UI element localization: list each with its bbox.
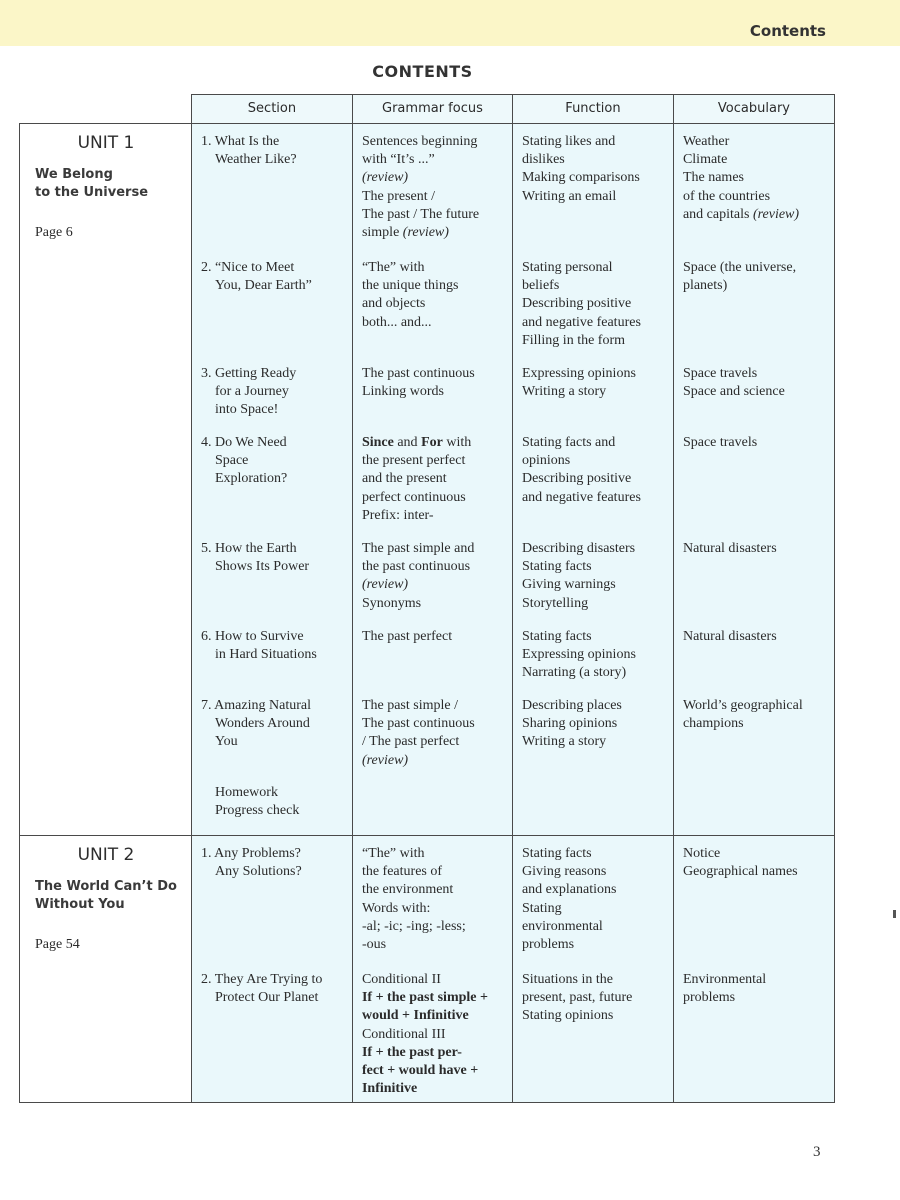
grammar-cell: [352, 124, 512, 836]
grammar-text: The past simple /: [361, 698, 458, 713]
unit-page-link[interactable]: Page 6: [35, 225, 73, 241]
lesson-vocabulary: [674, 962, 834, 1102]
grammar-text: the unique things: [361, 278, 459, 294]
lesson-vocabulary: [674, 688, 834, 775]
page-title: CONTENTS: [372, 62, 473, 81]
lesson-function: [513, 836, 673, 962]
grammar-text: simple: [361, 225, 403, 241]
lesson-vocabulary: [674, 775, 834, 835]
lesson-function: [513, 124, 673, 250]
function-item: and explanations: [521, 882, 617, 898]
function-item: problems: [521, 937, 575, 953]
grammar-text: If + the past per-: [361, 1044, 462, 1060]
lesson-function: [513, 688, 673, 775]
unit-subtitle-line: The World Can’t Do: [35, 879, 177, 895]
section-title-line[interactable]: 7. Amazing Natural: [200, 698, 311, 713]
grammar-text: and: [393, 435, 422, 450]
grammar-text: “The” with: [361, 260, 425, 275]
grammar-line: [362, 1026, 512, 1044]
grammar-text: “The” with: [361, 846, 425, 861]
grammar-text: Since: [361, 435, 394, 450]
function-item: Making comparisons: [521, 170, 640, 186]
grammar-line: [362, 576, 512, 594]
lesson-function: [513, 775, 673, 835]
vocabulary-text: (review): [752, 206, 800, 222]
vocabulary-line: [683, 863, 834, 881]
lesson-section: [192, 836, 352, 962]
grammar-text: both... and...: [361, 314, 432, 330]
grammar-text: The present /: [361, 188, 436, 204]
unit-subtitle-line: Without You: [35, 897, 125, 913]
vocabulary-text: Space (the universe,: [682, 260, 797, 275]
grammar-text: the present perfect: [361, 453, 466, 469]
lesson-grammar: [353, 425, 512, 531]
grammar-text: would + Infinitive: [361, 1008, 469, 1024]
vocabulary-text: Geographical names: [682, 864, 798, 880]
unit-subtitle: [35, 166, 177, 202]
unit-subtitle: [35, 878, 177, 914]
grammar-line: [362, 314, 512, 332]
grammar-line: [362, 540, 512, 558]
grammar-text: and objects: [361, 296, 426, 312]
vocabulary-text: of the countries: [682, 188, 771, 204]
grammar-line: [362, 295, 512, 313]
function-cell: [512, 836, 673, 1103]
vocabulary-line: [683, 697, 834, 715]
function-item: Describing places: [521, 698, 622, 713]
vocabulary-line: [683, 151, 834, 169]
grammar-text: fect + would have +: [361, 1063, 479, 1079]
lesson-grammar: [353, 836, 512, 962]
function-item: Writing a story: [521, 384, 607, 400]
grammar-line: [362, 752, 512, 770]
unit-cell: [20, 836, 192, 1103]
function-item: opinions: [521, 453, 571, 469]
grammar-line: [362, 259, 512, 277]
grammar-text: / The past perfect: [361, 734, 460, 750]
section-title-line[interactable]: Any Solutions?: [214, 864, 302, 880]
lesson-grammar: [353, 531, 512, 619]
lesson-vocabulary: [674, 619, 834, 688]
grammar-text: -ous: [361, 937, 387, 953]
grammar-text: The past perfect: [361, 629, 453, 644]
column-header-section: Section: [191, 95, 352, 124]
vocabulary-line: [683, 365, 834, 383]
lesson-vocabulary: [674, 250, 834, 356]
grammar-line: [362, 206, 512, 224]
grammar-line: [362, 733, 512, 751]
vocabulary-line: [683, 971, 834, 989]
section-title-line[interactable]: Homework: [214, 785, 278, 800]
vocabulary-line: [683, 133, 834, 151]
grammar-text: with “It’s ...”: [361, 152, 435, 168]
vocabulary-line: [683, 206, 834, 224]
vocabulary-line: [683, 845, 834, 863]
function-item: and negative features: [521, 314, 641, 330]
section-title-line[interactable]: 6. How to Survive: [200, 629, 304, 644]
function-item: Situations in the: [521, 972, 613, 987]
grammar-line: [362, 715, 512, 733]
lesson-function: [513, 356, 673, 425]
function-item: Storytelling: [521, 595, 589, 611]
vocabulary-text: Notice: [682, 846, 721, 861]
section-title-line[interactable]: 2. “Nice to Meet: [200, 260, 295, 275]
grammar-line: [362, 169, 512, 187]
grammar-text: perfect continuous: [361, 489, 466, 505]
grammar-text: the past continuous: [361, 559, 471, 575]
grammar-text: Infinitive: [361, 1081, 418, 1097]
grammar-line: [362, 133, 512, 151]
vocabulary-text: and capitals: [682, 206, 753, 222]
function-item: Giving reasons: [521, 864, 607, 880]
lesson-section: [192, 250, 352, 356]
lesson-function: [513, 250, 673, 356]
lesson-function: [513, 531, 673, 619]
grammar-line: [362, 558, 512, 576]
grammar-text: (review): [361, 170, 409, 186]
edge-mark: [893, 910, 896, 918]
function-item: Stating facts: [521, 559, 592, 575]
grammar-line: [362, 383, 512, 401]
vocabulary-line: [683, 383, 834, 401]
lesson-grammar: [353, 688, 512, 775]
function-item: beliefs: [521, 278, 560, 294]
grammar-text: The past continuous: [361, 366, 475, 381]
section-title-line[interactable]: into Space!: [214, 402, 279, 418]
section-title-line[interactable]: 1. What Is the: [200, 134, 280, 149]
grammar-text: (review): [361, 752, 409, 768]
section-title-line[interactable]: in Hard Situations: [214, 647, 317, 663]
column-header-function: Function: [512, 95, 673, 124]
function-item: and negative features: [521, 489, 641, 505]
grammar-text: and the present: [361, 471, 447, 487]
grammar-line: [362, 936, 512, 954]
lesson-grammar: [353, 619, 512, 688]
grammar-line: [362, 277, 512, 295]
section-title-line[interactable]: You: [214, 734, 238, 750]
grammar-text: Conditional II: [361, 972, 441, 987]
function-item: Narrating (a story): [521, 665, 627, 681]
unit-title: UNIT 1: [77, 133, 135, 153]
lesson-section: [192, 775, 352, 835]
function-item: Stating facts: [521, 846, 592, 861]
lesson-vocabulary: [674, 836, 834, 962]
vocabulary-line: [683, 434, 834, 452]
vocabulary-line: [683, 540, 834, 558]
grammar-text: the environment: [361, 882, 454, 898]
grammar-line: [362, 224, 512, 242]
lesson-vocabulary: [674, 124, 834, 250]
lesson-section: [192, 356, 352, 425]
grammar-line: [362, 845, 512, 863]
unit-row: [20, 836, 835, 1103]
lesson-grammar: [353, 124, 512, 250]
function-item: Expressing opinions: [521, 647, 636, 663]
section-title-line[interactable]: for a Journey: [214, 384, 289, 400]
vocabulary-line: [683, 989, 834, 1007]
grammar-text: the features of: [361, 864, 443, 880]
vocabulary-text: Space and science: [682, 384, 785, 400]
vocabulary-text: Natural disasters: [682, 629, 777, 644]
section-title-line[interactable]: Exploration?: [214, 471, 288, 487]
grammar-text: Linking words: [361, 384, 445, 400]
grammar-line: [362, 989, 512, 1007]
unit-info: [20, 836, 191, 954]
grammar-text: (review): [402, 225, 449, 241]
vocabulary-text: champions: [682, 716, 744, 732]
lesson-vocabulary: [674, 356, 834, 425]
function-item: dislikes: [521, 152, 565, 168]
grammar-line: [362, 595, 512, 613]
vocabulary-text: Environmental: [682, 972, 767, 987]
grammar-line: [362, 489, 512, 507]
lesson-grammar: [353, 250, 512, 356]
section-title-line[interactable]: You, Dear Earth”: [214, 278, 312, 294]
grammar-line: [362, 452, 512, 470]
function-item: Stating facts: [521, 629, 592, 644]
column-header-vocabulary: Vocabulary: [673, 95, 834, 124]
function-item: Stating opinions: [521, 1008, 614, 1024]
grammar-line: [362, 1080, 512, 1098]
grammar-line: [362, 1044, 512, 1062]
grammar-line: [362, 1062, 512, 1080]
contents-table: [19, 94, 835, 1103]
grammar-text: Prefix: inter-: [361, 507, 434, 523]
grammar-text: -al; -ic; -ing; -less;: [361, 918, 466, 934]
vocabulary-text: Climate: [682, 152, 728, 168]
section-title-line[interactable]: Wonders Around: [214, 716, 310, 732]
function-item: Writing an email: [521, 188, 617, 204]
function-item: Stating: [521, 900, 562, 916]
vocabulary-line: [683, 628, 834, 646]
grammar-line: [362, 188, 512, 206]
vocabulary-text: World’s geographical: [682, 698, 803, 713]
unit-subtitle-line: We Belong: [35, 167, 113, 183]
vocabulary-text: The names: [682, 170, 744, 186]
unit-cell: [20, 124, 192, 836]
function-cell: [512, 124, 673, 836]
function-item: Expressing opinions: [521, 366, 636, 381]
function-item: Describing disasters: [521, 541, 636, 556]
section-title-line[interactable]: Progress check: [214, 803, 300, 819]
grammar-text: For: [421, 435, 443, 450]
grammar-line: [362, 507, 512, 525]
vocabulary-line: [683, 169, 834, 187]
function-item: present, past, future: [521, 990, 633, 1006]
vocabulary-text: Space travels: [682, 435, 758, 450]
section-cell: [191, 124, 352, 836]
lesson-section: [192, 619, 352, 688]
grammar-text: Sentences beginning: [361, 134, 478, 149]
section-title-line[interactable]: Space: [214, 453, 249, 469]
vocabulary-cell: [673, 124, 834, 836]
function-item: Writing a story: [521, 734, 607, 750]
vocabulary-cell: [673, 836, 834, 1103]
unit-row: [20, 124, 835, 836]
unit-subtitle-line: to the Universe: [35, 185, 149, 201]
unit-title: UNIT 2: [77, 845, 135, 865]
section-title-line[interactable]: Protect Our Planet: [214, 990, 319, 1006]
lesson-function: [513, 425, 673, 531]
grammar-text: Synonyms: [361, 595, 422, 611]
grammar-line: [362, 628, 512, 646]
lesson-grammar: [353, 775, 512, 835]
function-item: Describing positive: [521, 471, 632, 487]
grammar-line: [362, 900, 512, 918]
section-title-line[interactable]: Weather Like?: [214, 152, 297, 168]
function-item: Sharing opinions: [521, 716, 618, 732]
grammar-text: with: [442, 435, 472, 450]
function-item: environmental: [521, 918, 603, 934]
grammar-line: [362, 881, 512, 899]
function-item: Describing positive: [521, 296, 632, 312]
section-title-line[interactable]: 5. How the Earth: [200, 541, 297, 556]
vocabulary-text: planets): [682, 278, 728, 294]
vocabulary-line: [683, 259, 834, 277]
grammar-line: [362, 697, 512, 715]
section-title-line[interactable]: Shows Its Power: [214, 559, 310, 575]
grammar-line: [362, 434, 512, 452]
column-header-grammar: Grammar focus: [352, 95, 512, 124]
lesson-grammar: [353, 356, 512, 425]
grammar-text: The past continuous: [361, 716, 475, 732]
page-number: 3: [813, 1144, 821, 1160]
lesson-section: [192, 688, 352, 775]
section-cell: [191, 836, 352, 1103]
grammar-line: [362, 365, 512, 383]
unit-page-link[interactable]: Page 54: [35, 937, 80, 953]
section-title-line[interactable]: 2. They Are Trying to: [200, 972, 323, 987]
lesson-function: [513, 962, 673, 1102]
grammar-line: [362, 971, 512, 989]
grammar-line: [362, 470, 512, 488]
function-item: Stating likes and: [521, 134, 616, 149]
vocabulary-line: [683, 715, 834, 733]
lesson-section: [192, 962, 352, 1102]
section-title-line[interactable]: 3. Getting Ready: [200, 366, 297, 381]
grammar-line: [362, 1007, 512, 1025]
lesson-section: [192, 425, 352, 531]
function-item: Giving warnings: [521, 577, 616, 593]
lesson-section: [192, 124, 352, 250]
lesson-section: [192, 531, 352, 619]
header-spacer: [20, 95, 192, 124]
vocabulary-text: Space travels: [682, 366, 758, 381]
vocabulary-text: problems: [682, 990, 736, 1006]
grammar-text: Words with:: [361, 900, 431, 916]
table-header-row: [20, 95, 835, 124]
running-head: Contents: [749, 22, 826, 40]
lesson-vocabulary: [674, 531, 834, 619]
grammar-text: The past / The future: [361, 206, 480, 222]
grammar-line: [362, 918, 512, 936]
vocabulary-line: [683, 277, 834, 295]
vocabulary-text: Weather: [682, 134, 730, 149]
grammar-line: [362, 151, 512, 169]
section-title-line[interactable]: 1. Any Problems?: [200, 846, 301, 861]
lesson-function: [513, 619, 673, 688]
function-item: Stating facts and: [521, 435, 616, 450]
function-item: Filling in the form: [521, 332, 626, 348]
grammar-line: [362, 863, 512, 881]
grammar-cell: [352, 836, 512, 1103]
vocabulary-text: Natural disasters: [682, 541, 777, 556]
grammar-text: (review): [361, 577, 409, 593]
lesson-vocabulary: [674, 425, 834, 531]
grammar-text: The past simple and: [361, 541, 475, 556]
grammar-text: If + the past simple +: [361, 990, 488, 1006]
function-item: Stating personal: [521, 260, 613, 275]
section-title-line[interactable]: 4. Do We Need: [200, 435, 287, 450]
lesson-grammar: [353, 962, 512, 1102]
vocabulary-line: [683, 188, 834, 206]
grammar-text: Conditional III: [361, 1026, 446, 1042]
unit-info: [20, 124, 191, 242]
